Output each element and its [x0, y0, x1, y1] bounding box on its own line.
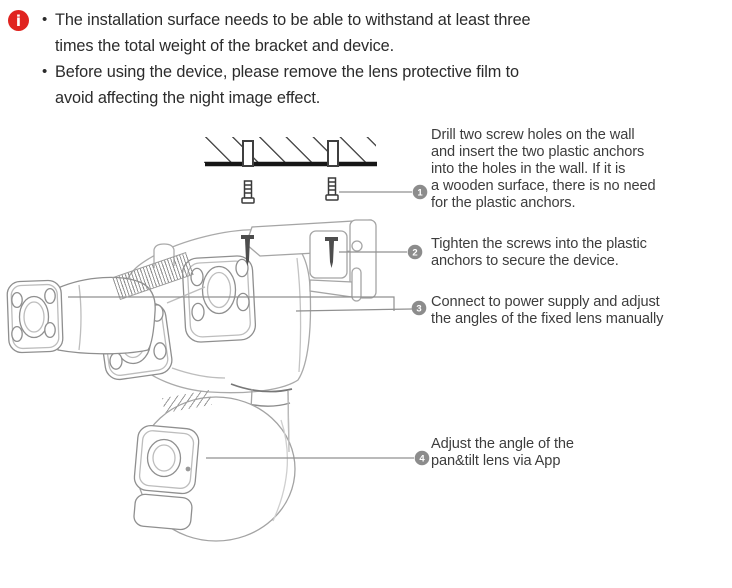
step-marker-2-number: 2	[412, 247, 418, 259]
step-marker-3-number: 3	[416, 303, 422, 315]
step-2-line: anchors to secure the device.	[431, 253, 619, 269]
step-3-line: the angles of the fixed lens manually	[431, 311, 664, 327]
led-light	[12, 327, 22, 342]
led-light	[236, 259, 248, 276]
wall-group	[205, 141, 377, 166]
bullet-dot: •	[42, 63, 48, 80]
step-4-line: Adjust the angle of the	[431, 436, 574, 452]
led-light	[110, 353, 122, 369]
main-lens-inner	[208, 273, 231, 308]
main-lens-inner	[24, 302, 44, 332]
step-4-line: pan&tilt lens via App	[431, 453, 561, 469]
led-light	[45, 323, 55, 338]
bracket-hole	[352, 241, 362, 251]
screw-right	[326, 178, 338, 200]
led-light	[154, 343, 166, 359]
step-marker-4-number: 4	[419, 453, 425, 465]
sphere-lower-panel	[133, 494, 193, 531]
bracket-slot	[352, 268, 361, 301]
screw-left	[242, 181, 254, 203]
led-light	[237, 293, 249, 310]
step-1-line: and insert the two plastic anchors	[431, 144, 645, 160]
plastic-anchor-left	[243, 141, 253, 166]
notice-text-line: times the total weight of the bracket and device.	[55, 37, 395, 55]
plastic-anchor-right	[328, 141, 338, 166]
step-3-line: Connect to power supply and adjust	[431, 294, 660, 310]
notice-text-line: avoid affecting the night image effect.	[55, 89, 321, 107]
step-1-line: a wooden surface, there is no need	[431, 178, 656, 194]
step-2-line: Tighten the screws into the plastic	[431, 236, 647, 252]
lens-module-right	[182, 255, 256, 343]
led-light	[192, 303, 204, 320]
info-icon: i	[8, 10, 29, 31]
step-1-line: for the plastic anchors.	[431, 195, 576, 211]
led-light	[45, 289, 55, 304]
bracket-lip	[310, 280, 352, 297]
pan-tilt-group	[130, 384, 295, 541]
step-1-line: Drill two screw holes on the wall	[431, 127, 635, 143]
led-light	[12, 293, 22, 308]
bullet-dot: •	[42, 11, 48, 28]
step-marker-1-number: 1	[417, 187, 423, 199]
notice-text-line: The installation surface needs to be able to withstand at least three	[55, 11, 531, 29]
step-markers	[408, 185, 430, 466]
notice-text-line: Before using the device, please remove the lens protective film to	[55, 63, 519, 81]
step-1-line: into the holes in the wall. If it is	[431, 161, 626, 177]
screws-group	[242, 178, 338, 203]
status-led	[186, 467, 191, 472]
